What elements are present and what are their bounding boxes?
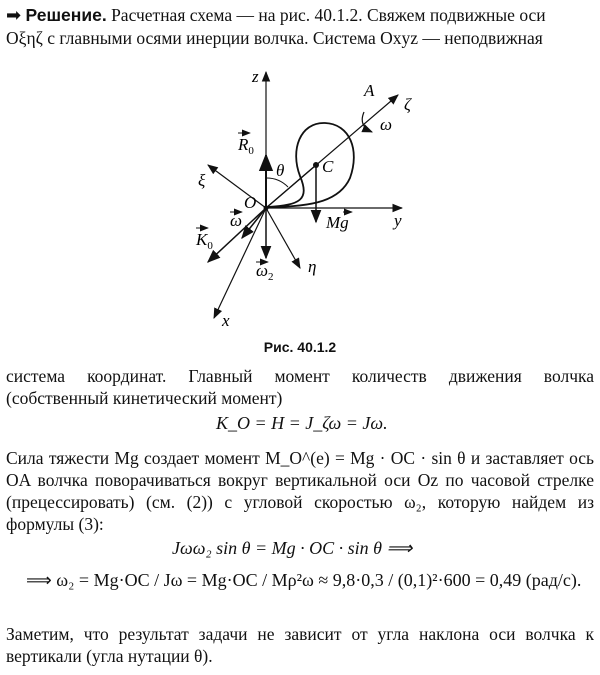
c-point bbox=[313, 162, 319, 168]
equation-1: K_O = H = J_ζω = Jω. bbox=[216, 413, 388, 433]
label-omega: ω bbox=[380, 115, 393, 134]
equation-3-text: ⟹ ω₂ = Mg·OC / Jω = Mg·OC / Mρ²ω ≈ 9,8·0,3 / (0,1)²·600 = 0,49 (рад/с). bbox=[26, 570, 582, 590]
solution-heading: Решение. bbox=[25, 5, 107, 25]
oc-segment bbox=[266, 165, 316, 208]
equation-3 bbox=[26, 570, 581, 591]
label-y: y bbox=[394, 211, 402, 230]
label-omega-vec: ω bbox=[230, 211, 243, 230]
intro-line-1: Расчетная схема — на рис. 40.1.2. Свяжем подвижные оси bbox=[111, 5, 546, 25]
eta-axis bbox=[266, 208, 300, 268]
label-A: A bbox=[364, 81, 375, 100]
label-Mg: Mg bbox=[326, 213, 349, 232]
label-theta: θ bbox=[276, 161, 285, 180]
label-x: x bbox=[222, 311, 230, 330]
label-eta: η bbox=[308, 257, 317, 276]
paragraph-4: Заметим, что результат задачи не зависит от угла наклона оси волчка к вертикали (угла нутации θ). bbox=[6, 624, 594, 666]
paragraph-2: система координат. Главный момент количеств движения волчка (собственный кинетический момент) bbox=[6, 366, 594, 408]
o-point bbox=[264, 206, 269, 211]
paragraph-3: Сила тяжести Mg создает момент M_O^(e) = Mg · OC · sin θ и заставляет ось OA волчка поворачиваться вокруг вертикальной оси Oz по часовой стрелке (прецессировать) (см. (2)) с угловой скоростью ω₂, которую найдем из формулы (3): bbox=[6, 448, 594, 534]
label-O: O bbox=[244, 193, 257, 212]
label-C: C bbox=[322, 157, 334, 176]
label-R0: $R_0$ bbox=[238, 135, 254, 157]
label-zeta: ζ bbox=[404, 95, 411, 114]
figure-caption: Рис. 40.1.2 bbox=[263, 339, 337, 355]
label-K0: $K_0$ bbox=[196, 230, 213, 252]
intro-line-2: Oξηζ с главными осями инерции волчка. Система Oxyz — неподвижная bbox=[6, 28, 543, 48]
label-z: z bbox=[252, 67, 259, 86]
label-omega2: $\omega_2$ bbox=[256, 261, 274, 283]
equation-2: Jωω₂ sin θ = Mg · OC · sin θ ⟹ bbox=[172, 538, 413, 558]
xi-axis bbox=[208, 165, 266, 208]
arrow-icon: ➡ bbox=[6, 5, 22, 26]
label-xi: ξ bbox=[198, 171, 206, 190]
